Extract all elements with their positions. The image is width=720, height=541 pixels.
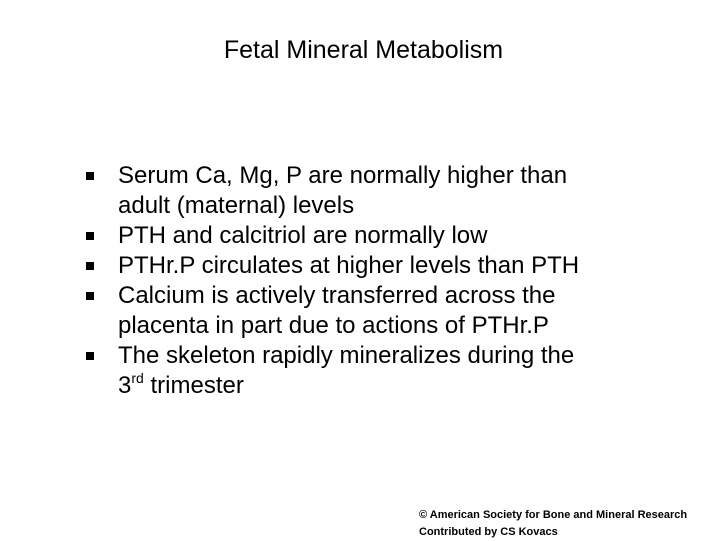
bullet-item-pthrp-levels — [86, 251, 686, 281]
square-bullet-icon — [86, 232, 94, 240]
credit-text — [419, 507, 719, 541]
bullet-text-line — [118, 371, 686, 401]
bullet-text-line: Serum Ca, Mg, P are normally higher than — [118, 162, 568, 189]
copyright-line: © American Society for Bone and Mineral Research — [419, 509, 688, 521]
bullet-text-line: Calcium is actively transferred across the — [118, 282, 556, 309]
ordinal-number: 3 — [118, 372, 132, 399]
bullet-text-line: The skeleton rapidly mineralizes during the — [118, 342, 575, 369]
ordinal-suffix: rd — [131, 370, 144, 386]
bullet-text-line: PTH and calcitriol are normally low — [118, 222, 488, 249]
bullet-item-serum-levels — [86, 161, 686, 221]
square-bullet-icon — [86, 352, 94, 360]
slide-title: Fetal Mineral Metabolism — [223, 36, 504, 64]
bullet-item-pth-calcitriol — [86, 221, 686, 251]
square-bullet-icon — [86, 292, 94, 300]
bullet-item-calcium-transfer — [86, 281, 686, 341]
square-bullet-icon — [86, 172, 94, 180]
bullet-list — [86, 161, 686, 401]
bullet-item-skeleton-mineralization — [86, 341, 686, 401]
trimester-text: trimester — [143, 372, 244, 399]
bullet-text-line: adult (maternal) levels — [118, 192, 355, 219]
bullet-text-line: placenta in part due to actions of PTHr.P — [118, 312, 549, 339]
contributor-line: Contributed by CS Kovacs — [419, 526, 558, 538]
bullet-text-line: PTHr.P circulates at higher levels than PTH — [118, 252, 580, 279]
square-bullet-icon — [86, 262, 94, 270]
